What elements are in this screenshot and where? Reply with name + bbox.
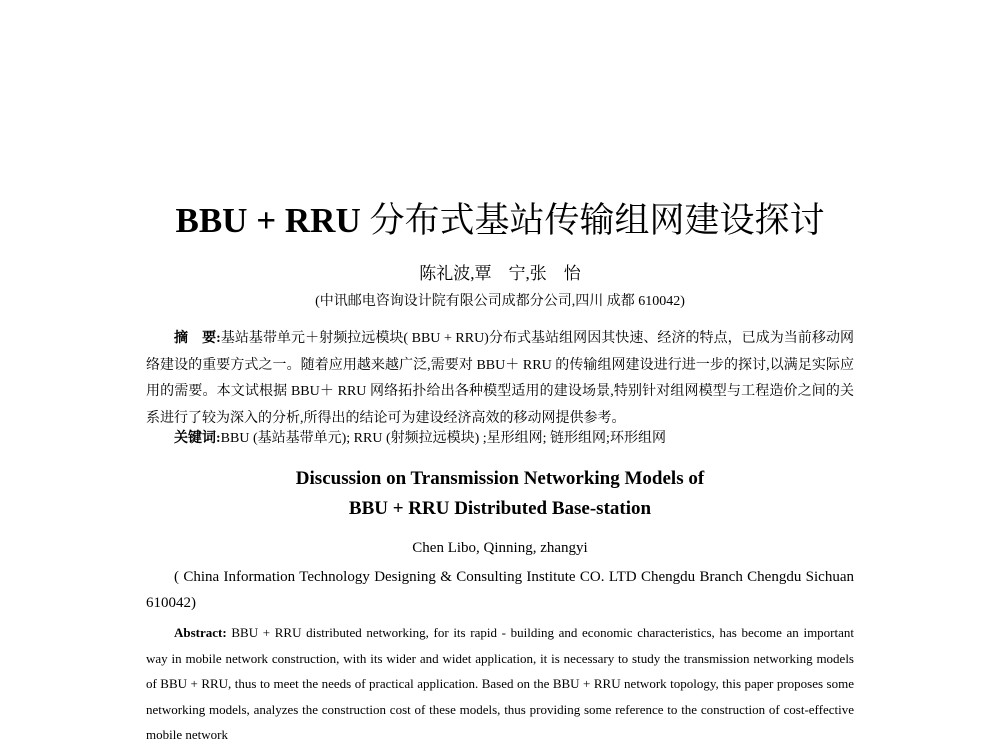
chinese-title-latin: BBU + RRU [175, 201, 361, 240]
chinese-abstract [146, 326, 854, 432]
chinese-affiliation: (中讯邮电咨询设计院有限公司成都分公司,四川 成都 610042) [315, 294, 685, 309]
chinese-authors: 陈礼波,覃 宁,张 怡 [419, 264, 581, 283]
chinese-keywords [146, 427, 854, 451]
english-authors: Chen Libo, Qinning, zhangyi [412, 540, 588, 556]
english-title [0, 464, 1000, 524]
chinese-keywords-text: BBU (基站基带单元); RRU (射频拉远模块) ;星形组网; 链形组网;环形组网 [220, 431, 666, 446]
english-abstract-label: Abstract: [174, 625, 227, 640]
chinese-abstract-text: 基站基带单元＋射频拉远模块( BBU + RRU)分布式基站组网因其快速、经济的特点，已成为当前移动网络建设的重要方式之一。随着应用越来越广泛,需要对 BBU＋ RRU 的传输组网建设进行进一步的探讨,以满足实际应用的需要。本文试根据 BBU＋ RRU 网络拓扑给出各种模型适用的建设场景,特别针对组网模型与工程造价之间的关系进行了较为深入的分析,所得出的结论可为建设经济高效的移动网提供参考。 [146, 331, 854, 426]
chinese-keywords-label: 关键词: [174, 431, 221, 446]
chinese-title-text: 分布式基站传输组网建设探讨 [360, 201, 825, 240]
chinese-title [0, 196, 1000, 246]
english-affiliation: ( China Information Technology Designing & Consulting Institute CO. LTD Chengdu Branch Chengdu Sichuan 610042) [146, 569, 854, 611]
chinese-abstract-label: 摘 要: [174, 331, 221, 346]
english-abstract [146, 620, 854, 748]
english-title-line-2: BBU + RRU Distributed Base-station [348, 498, 652, 519]
english-title-line-1: Discussion on Transmission Networking Models of [295, 468, 705, 489]
english-abstract-text: BBU + RRU distributed networking, for its rapid - building and economic characteristics, has become an important way in mobile network construction, with its wider and widet application, it is necessary to study the transmission networking models of BBU + RRU, thus to meet the needs of practical application. Based on the BBU + RRU network topology, this paper proposes some networking models, analyzes the construction cost of these models, thus providing some reference to the construction of cost-effective mobile network [146, 625, 854, 742]
